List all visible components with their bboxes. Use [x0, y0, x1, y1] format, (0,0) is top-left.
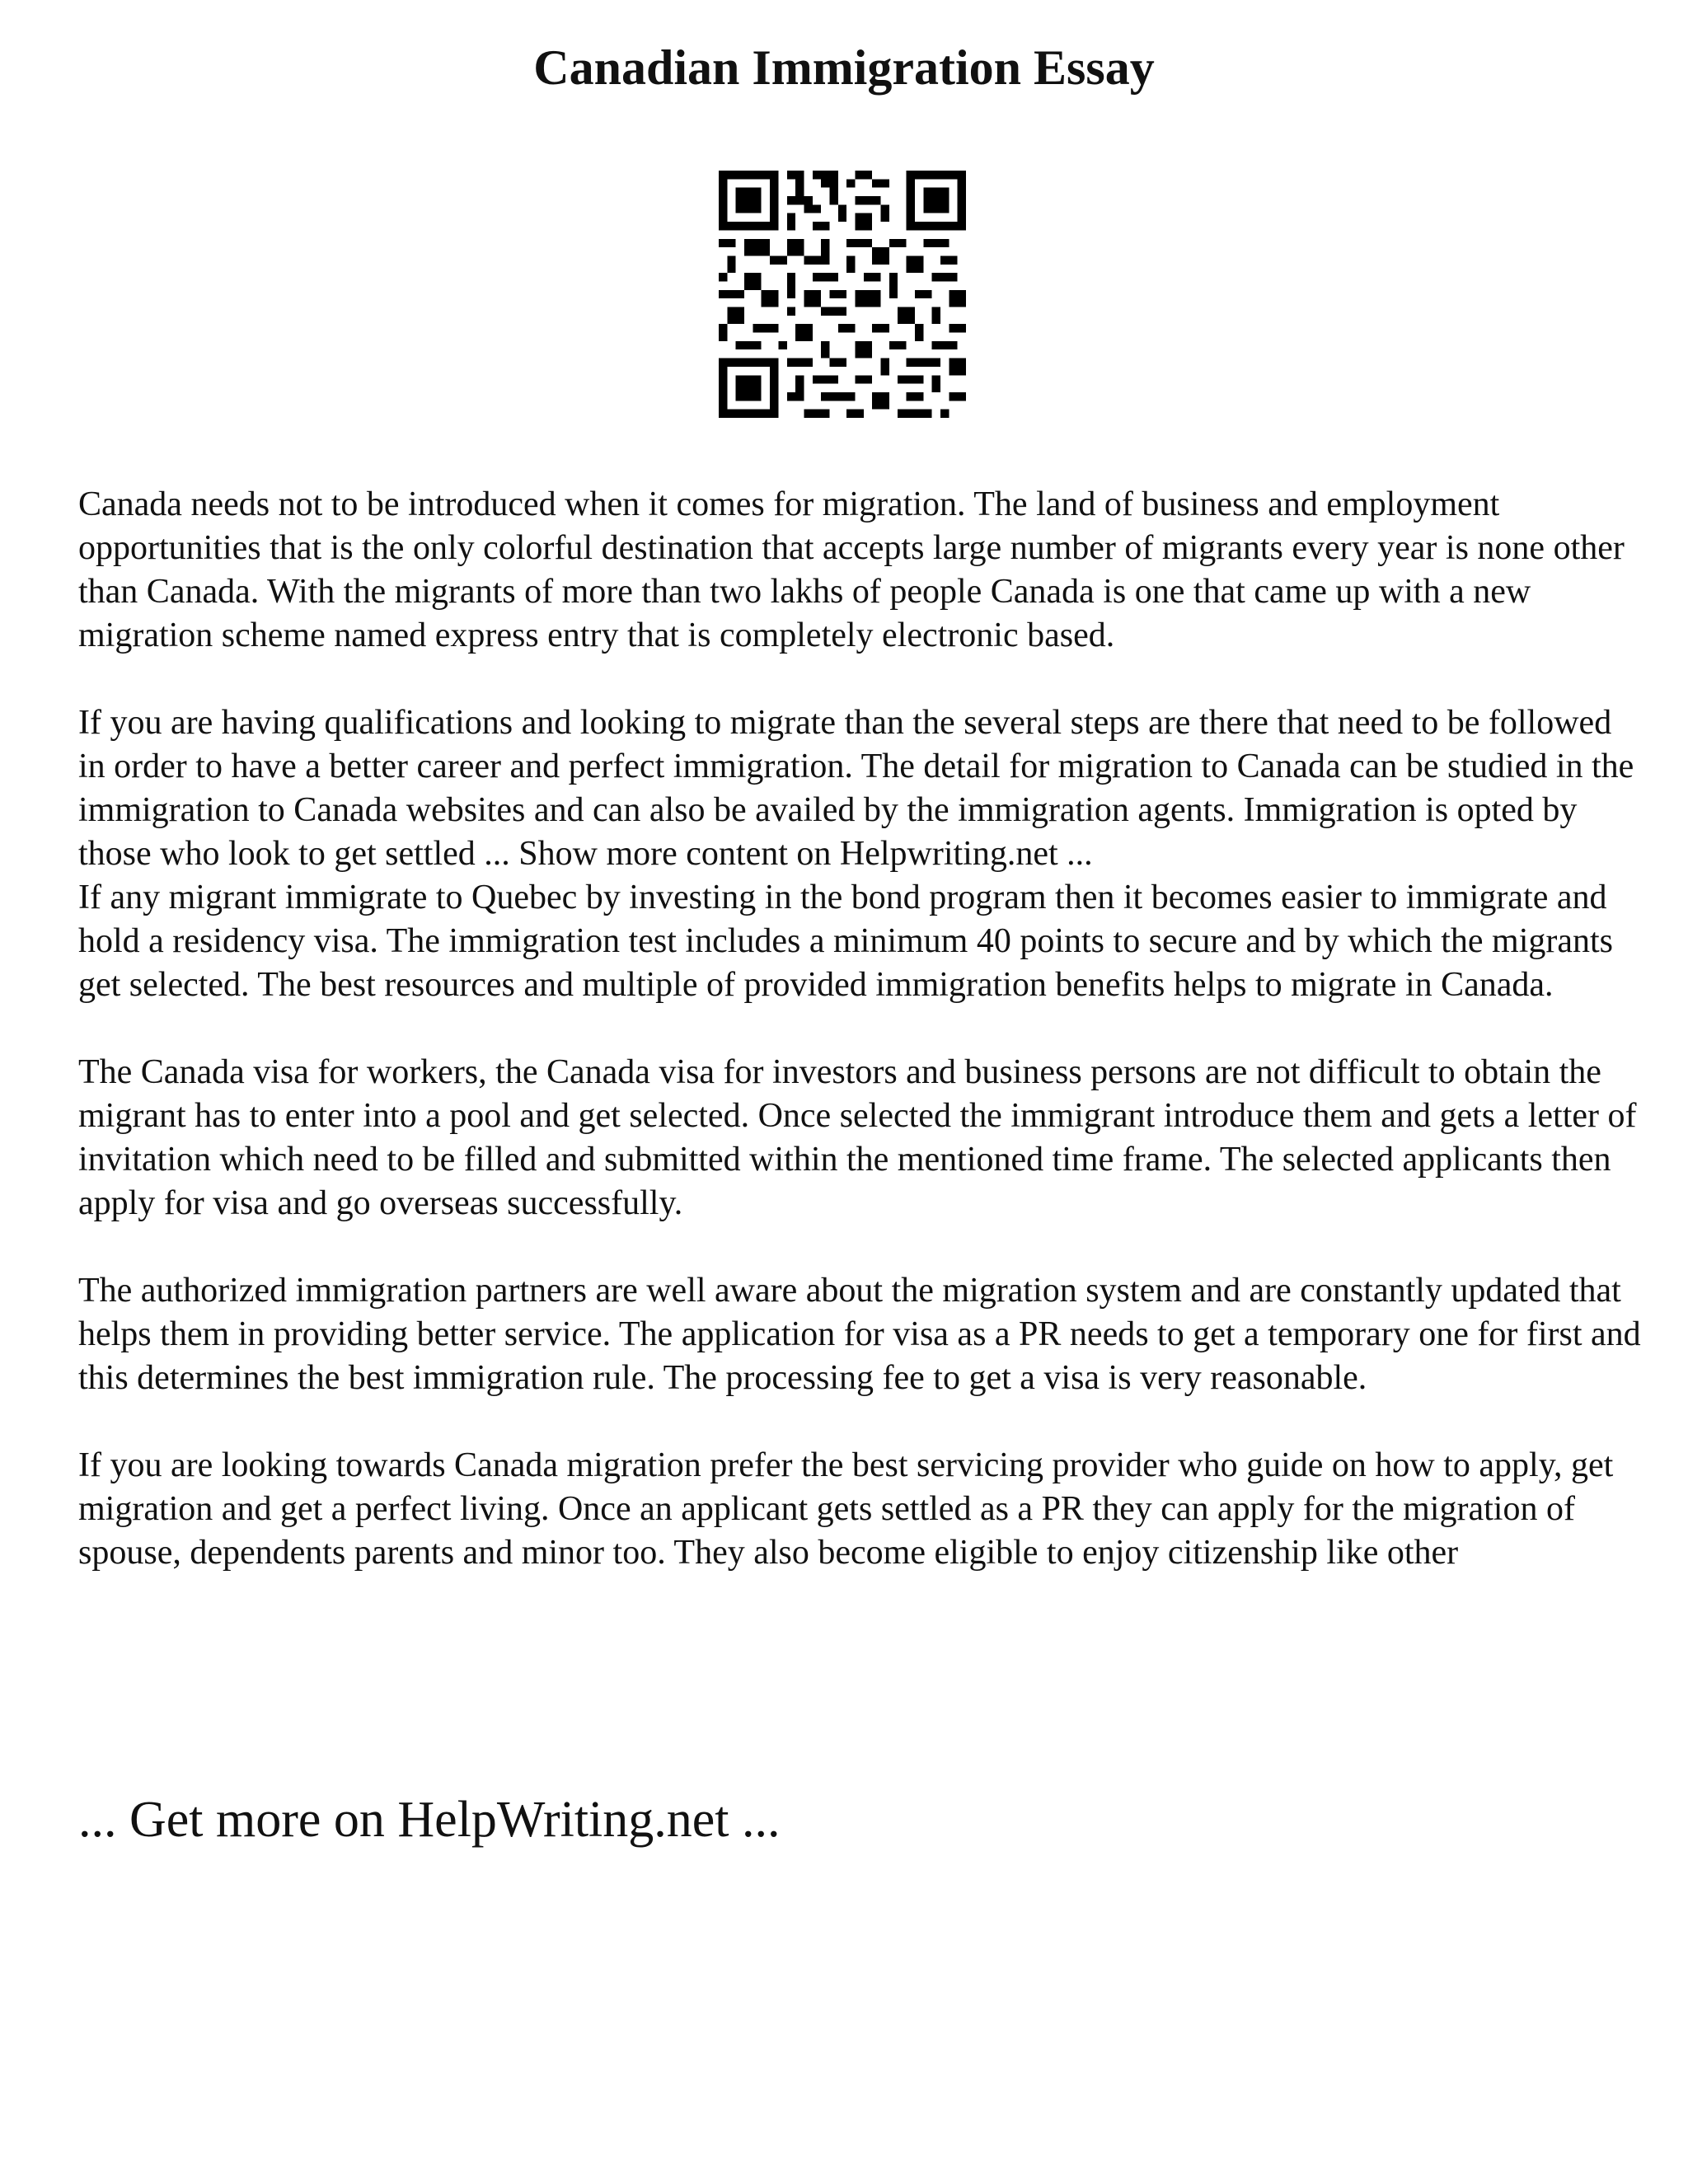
- essay-body: [78, 483, 1644, 1575]
- paragraph-6: If you are looking towards Canada migration prefer the best servicing provider who guide on how to apply, get migration and get a perfect living. Once an applicant gets settled as a PR they can apply for the migration of spouse, dependents parents and minor too. They also become eligible to enjoy citizenship like other: [78, 1446, 1614, 1572]
- document-title: Canadian Immigration Essay: [533, 40, 1155, 95]
- get-more-link[interactable]: ... Get more on HelpWriting.net ...: [78, 1792, 781, 1848]
- qr-code-icon: [719, 171, 966, 418]
- paragraph-3: If any migrant immigrate to Quebec by investing in the bond program then it becomes easier to immigrate and hold a residency visa. The immigration test includes a minimum 40 points to secure and by which the migrants get selected. The best resources and multiple of provided immigration benefits helps to migrate in Canada.: [78, 879, 1614, 1004]
- paragraph-1: Canada needs not to be introduced when it comes for migration. The land of business and employment opportunities that is the only colorful destination that accepts large number of migrants every year is none other than Canada. With the migrants of more than two lakhs of people Canada is one that came up with a new migration scheme named express entry that is completely electronic based.: [78, 485, 1625, 654]
- paragraph-4: The Canada visa for workers, the Canada visa for investors and business persons are not difficult to obtain the migrant has to enter into a pool and get selected. Once selected the immigrant introduce them and gets a letter of invitation which need to be filled and submitted within the mentioned time frame. The selected applicants then apply for visa and go overseas successfully.: [78, 1053, 1637, 1222]
- paragraph-2: If you are having qualifications and looking to migrate than the several steps are there that need to be followed in order to have a better career and perfect immigration. The detail for migration to Canada can be studied in the immigration to Canada websites and can also be availed by the immigration agents. Immigration is opted by those who look to get settled ... Show more content on Helpwriting.net ...: [78, 704, 1634, 873]
- paragraph-5: The authorized immigration partners are well aware about the migration system and are constantly updated that helps them in providing better service. The application for visa as a PR needs to get a temporary one for first and this determines the best immigration rule. The processing fee to get a visa is very reasonable.: [78, 1272, 1641, 1397]
